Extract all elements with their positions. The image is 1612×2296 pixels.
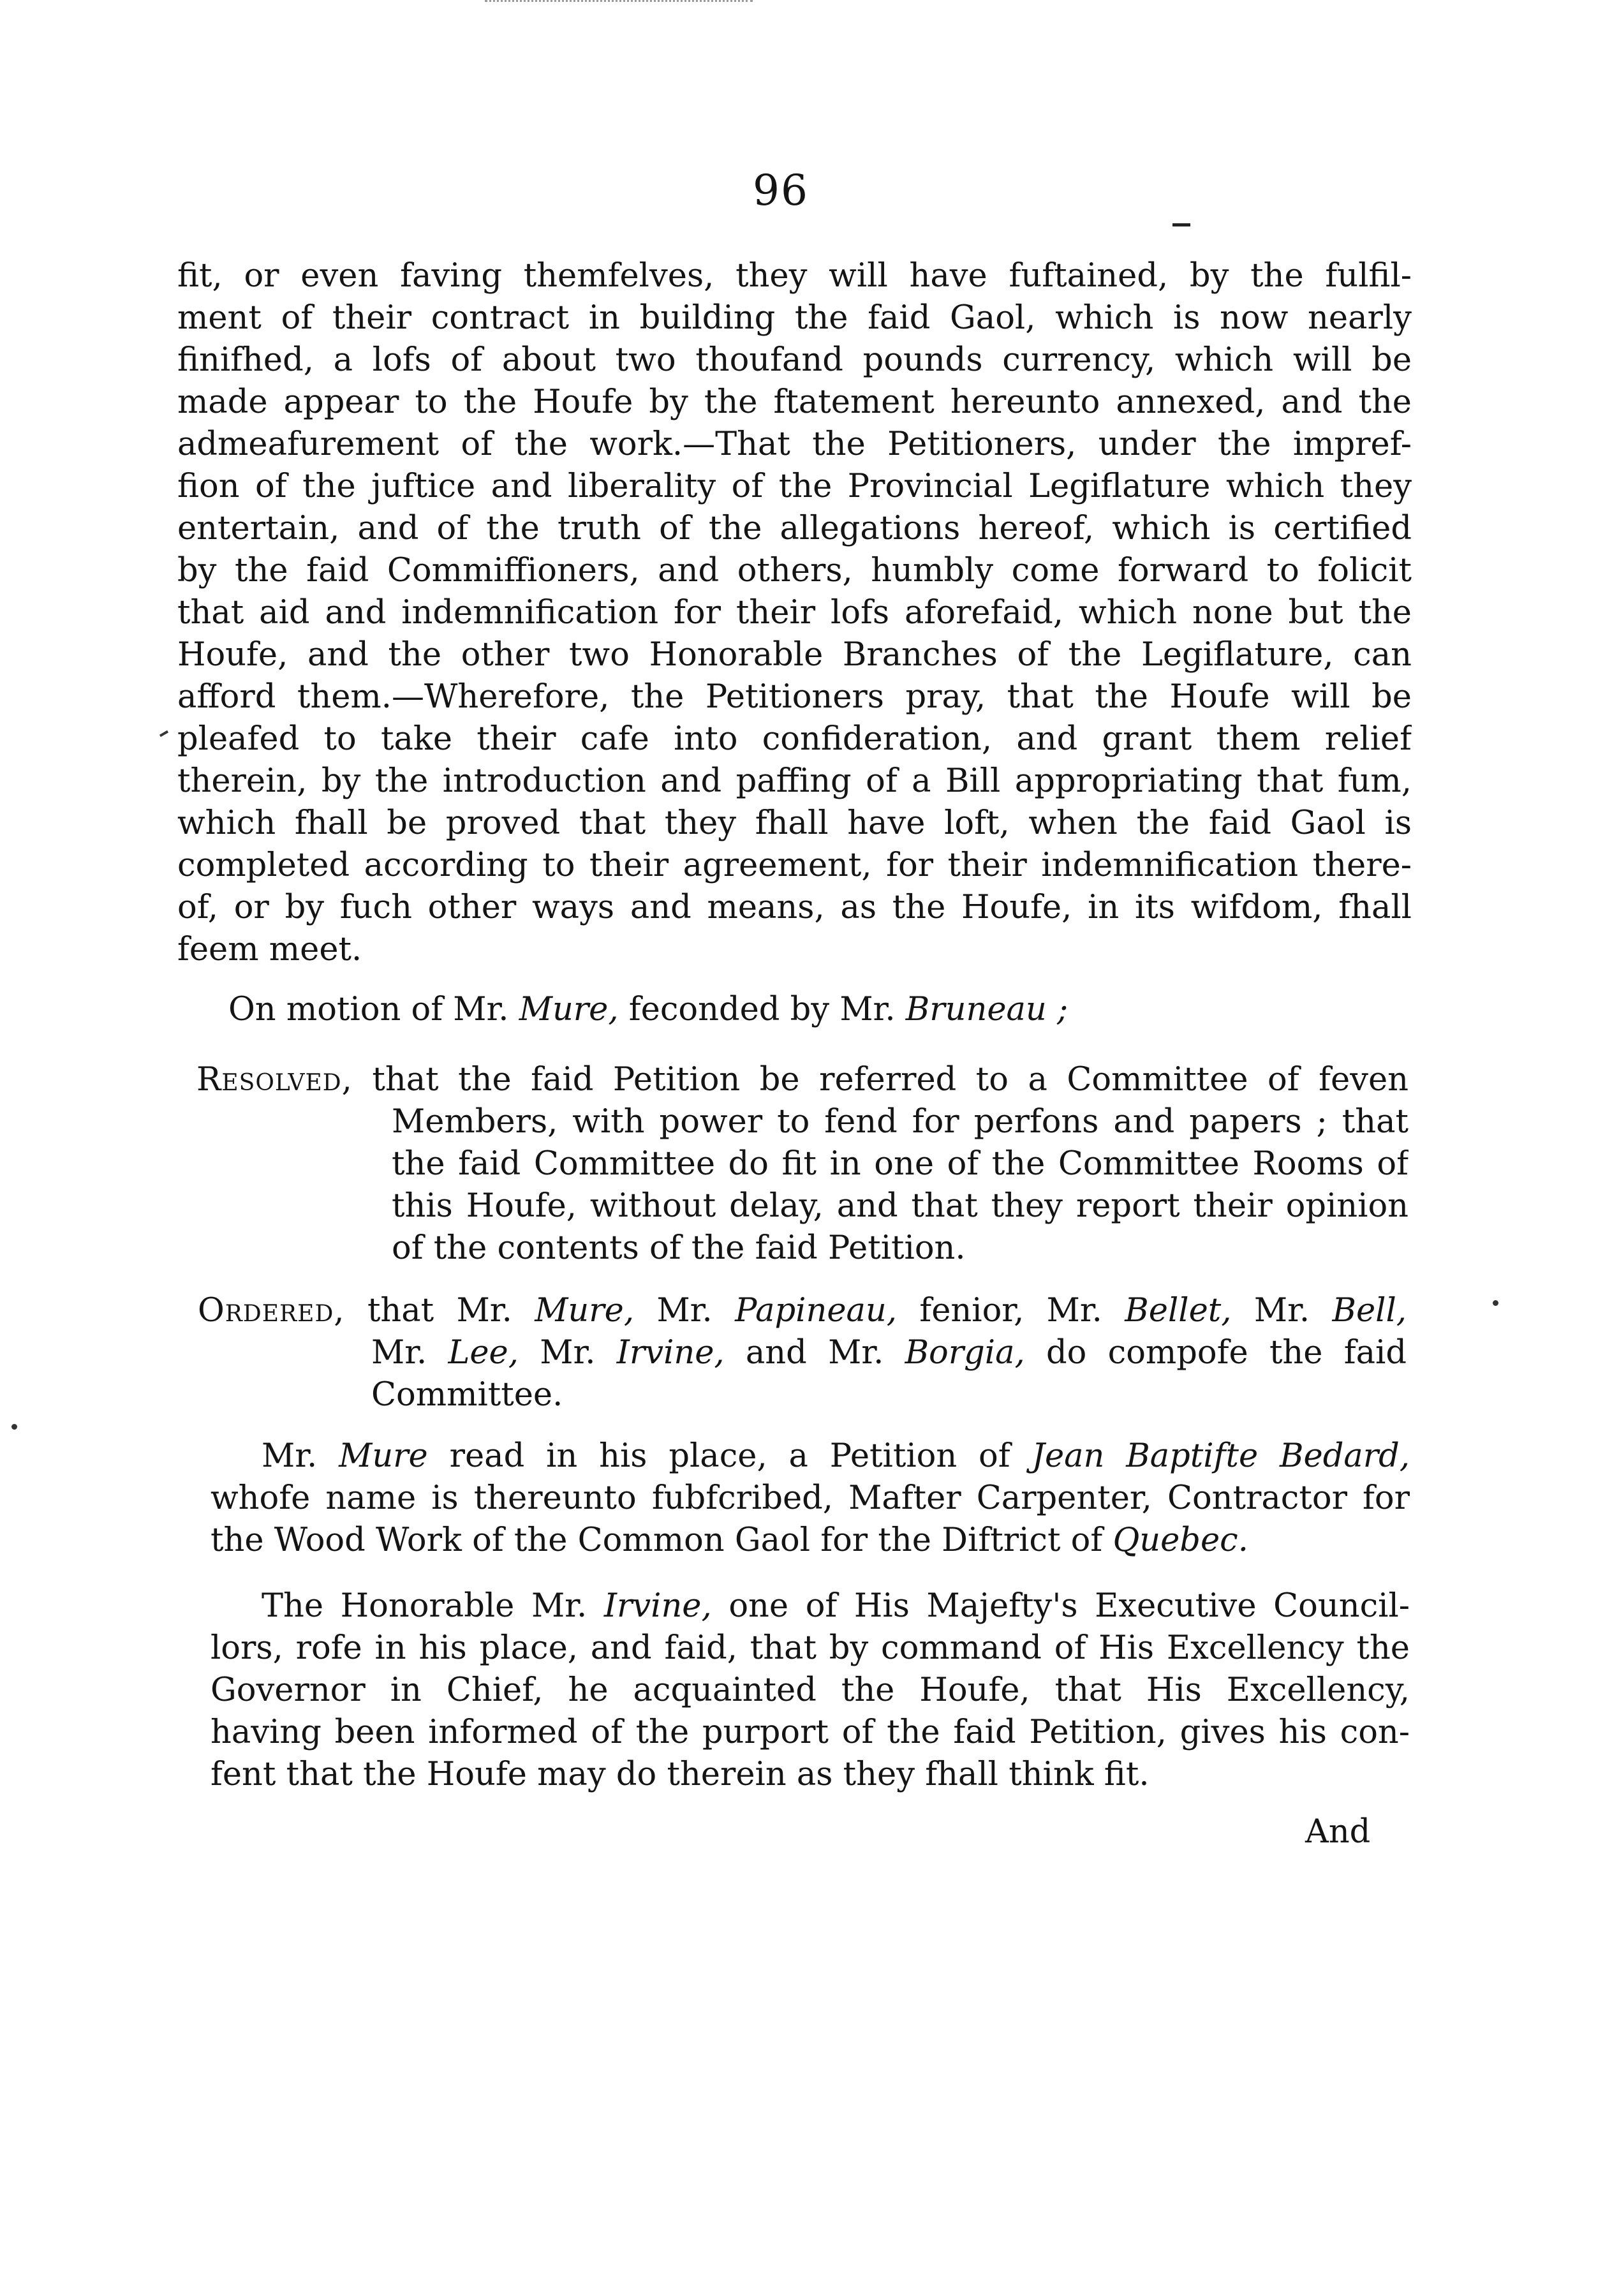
text-line: the faid Committee do fit in one of the Committee Rooms of (392, 1145, 1409, 1183)
text-line: this Houfe, without delay, and that they report their opinion (392, 1187, 1409, 1225)
margin-dot (11, 1424, 17, 1430)
text-line: Mr. Mure read in his place, a Petition of Jean Baptifte Bedard, (262, 1437, 1410, 1475)
member-name: Borgia, (905, 1334, 1025, 1372)
text-line: finifhed, a lofs of about two thoufand pounds currency, which will be (177, 341, 1412, 379)
member-name: Mure, (519, 991, 619, 1028)
text-line: completed according to their agreement, for their indemnification there- (177, 847, 1412, 884)
member-name: Papineau, (735, 1292, 897, 1329)
text-line: pleafed to take their cafe into confideration, and grant them relief (177, 720, 1412, 758)
text-line: admeafurement of the work.—That the Petitioners, under the impref- (177, 426, 1412, 463)
margin-tick-mark (159, 730, 168, 737)
member-name: Mure (339, 1437, 428, 1475)
page-number: 96 (753, 166, 809, 215)
text-line: which fhall be proved that they fhall have loft, when the faid Gaol is (177, 804, 1412, 842)
text-line: feem meet. (177, 931, 362, 968)
member-name: Irvine, (603, 1587, 712, 1625)
text-line: having been informed of the purport of the faid Petition, gives his con- (211, 1714, 1410, 1751)
text-line: Governor in Chief, he acquainted the Houfe, that His Excellency, (211, 1671, 1410, 1709)
petitioner-name: Jean Baptifte Bedard, (1032, 1437, 1410, 1475)
member-name: Lee, (448, 1334, 519, 1372)
member-name: Bruneau ; (905, 991, 1069, 1028)
text-line: by the faid Commiffioners, and others, humbly come forward to folicit (177, 552, 1412, 589)
member-name: Mure, (535, 1292, 635, 1329)
text-line: of, or by fuch other ways and means, as the Houfe, in its wifdom, fhall (177, 889, 1412, 926)
text-line: made appear to the Houfe by the ftatement hereunto annexed, and the (177, 383, 1412, 421)
text-line: On motion of Mr. Mure, feconded by Mr. Bruneau ; (228, 991, 1069, 1028)
top-edge-mark (485, 0, 753, 6)
text-line: lors, rofe in his place, and faid, that by command of His Excellency the (211, 1629, 1410, 1667)
margin-dot (1493, 1300, 1498, 1306)
text-line: Committee. (371, 1376, 563, 1414)
text-line: Mr. Lee, Mr. Irvine, and Mr. Borgia, do compofe the faid (371, 1334, 1407, 1372)
text-line: fion of the juftice and liberality of the Provincial Legiflature which they (177, 468, 1412, 505)
member-name: Bellet, (1125, 1292, 1232, 1329)
resolved-keyword: Resolved, (196, 1061, 353, 1099)
text-line: the Wood Work of the Common Gaol for the Diftrict of Quebec. (211, 1522, 1248, 1559)
text-line: Ordered, that Mr. Mure, Mr. Papineau, fenior, Mr. Bellet, Mr. Bell, (198, 1292, 1407, 1329)
irvine-paragraph (211, 1585, 1410, 1796)
text-line: afford them.—Wherefore, the Petitioners pray, that the Houfe will be (177, 678, 1412, 716)
text-line: Houfe, and the other two Honorable Branches of the Legiflature, can (177, 636, 1412, 674)
dash-mark (1172, 223, 1190, 226)
text-line: entertain, and of the truth of the allegations hereof, which is certified (177, 510, 1412, 547)
text-line: The Honorable Mr. Irvine, one of His Majefty's Executive Council- (262, 1587, 1410, 1625)
motion-paragraph (177, 989, 1412, 1031)
petition-paragraph (177, 255, 1412, 971)
ordered-paragraph (198, 1290, 1407, 1416)
text-line: ment of their contract in building the faid Gaol, which is now nearly (177, 299, 1412, 337)
text-line: that aid and indemnification for their lofs aforefaid, which none but the (177, 594, 1412, 632)
text-line: fit, or even faving themfelves, they will have fuftained, by the fulfil- (177, 257, 1412, 295)
ordered-keyword: Ordered, (198, 1292, 345, 1329)
text-line: therein, by the introduction and paffing of a Bill appropriating that fum, (177, 762, 1412, 800)
text-line: Resolved, that the faid Petition be referred to a Committee of feven (196, 1061, 1409, 1099)
catchword: And (1305, 1813, 1371, 1851)
member-name: Bell, (1332, 1292, 1407, 1329)
member-name: Irvine, (616, 1334, 725, 1372)
text-line: Members, with power to fend for perfons and papers ; that (392, 1103, 1409, 1141)
text-line: fent that the Houfe may do therein as they fhall think fit. (211, 1756, 1150, 1793)
resolved-paragraph (196, 1059, 1409, 1270)
text-line: whofe name is thereunto fubfcribed, Mafter Carpenter, Contractor for (211, 1479, 1410, 1517)
text-line: of the contents of the faid Petition. (392, 1229, 966, 1267)
bedard-petition-paragraph (211, 1435, 1410, 1562)
district-name: Quebec. (1113, 1522, 1248, 1559)
